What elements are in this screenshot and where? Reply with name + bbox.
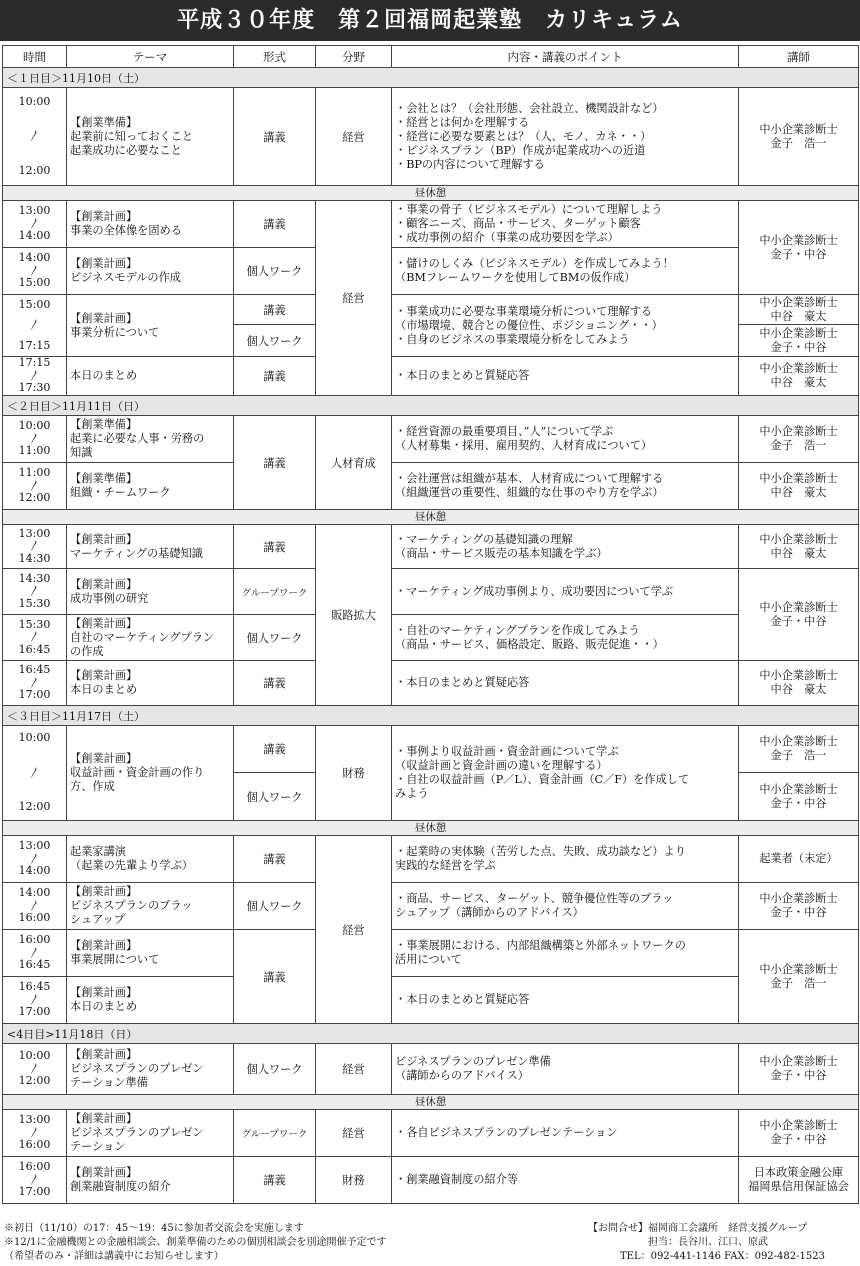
- table-row: 13:00 〳 14:30 【創業計画】 マーケティングの基礎知識 講義 販路拡大 ・マーケティングの基礎知識の理解 （商品・サービス販売の基本知識を学ぶ） 中小企業診断士 中谷 豪太: [3, 525, 859, 569]
- table-row: 13:00 〳 14:00 起業家講演 （起業の先輩より学ぶ） 講義 経営 ・起業時の実体験（苦労した点、失敗、成功談など）より 実践的な経営を学ぶ 起業者（未定）: [3, 836, 859, 883]
- content-cell: ・会社とは？（会社形態、会社設立、機関設計など） ・経営とは何かを理解する ・経営に必要な要素とは？（人、モノ、カネ・・） ・ビジネスプラン（BP）作成が起業成功への近道 ・BPの内容について理解する: [392, 88, 739, 186]
- day-header: ＜１日目＞11月10日（土）: [3, 68, 859, 88]
- table-row: 15:30 〳 16:45 【創業計画】 自社のマーケティングプラン の作成 個人ワーク ・自社のマーケティングプランを作成してみよう （商品・サービス、価格設定、販路、販売促進・・）: [3, 615, 859, 661]
- day-header: ＜２日目＞11月11日（日）: [3, 396, 859, 416]
- col-content: 内容・講義のポイント: [392, 46, 739, 68]
- table-row: 14:00 〳 16:00 【創業計画】 ビジネスプランのブラッ シュアップ 個人ワーク ・商品、サービス、ターゲット、競争優位性等のブラッ シュアップ（講師からのアドバイス） 中小企業診断士 金子・中谷: [3, 883, 859, 930]
- table-row: 11:00 〳 12:00 【創業準備】 組織・チームワーク ・会社運営は組織が基本、人材育成について理解する （組織運営の重要性、組織的な仕事のやり方を学ぶ） 中小企業診断士 中谷 豪太: [3, 463, 859, 510]
- table-row: 17:15 〳 17:30 本日のまとめ 講義 ・本日のまとめと質疑応答 中小企業診断士 中谷 豪太: [3, 357, 859, 396]
- col-theme: テーマ: [67, 46, 234, 68]
- table-row: 16:45 〳 17:00 【創業計画】 本日のまとめ 講義 ・本日のまとめと質疑応答 中小企業診断士 中谷 豪太: [3, 661, 859, 706]
- table-row: 14:30 〳 15:30 【創業計画】 成功事例の研究 グループワーク ・マーケティング成功事例より、成功要因について学ぶ 中小企業診断士 金子・中谷: [3, 569, 859, 615]
- header-row: [3, 46, 859, 68]
- col-time: 時間: [3, 46, 67, 68]
- lunch-break: 昼休憩: [3, 510, 859, 525]
- table-row: 10:00 〳 11:00 【創業準備】 起業に必要な人事・労務の 知識 講義 人材育成 ・経営資源の最重要項目、”人”について学ぶ （人材募集・採用、雇用契約、人材育成について） 中小企業診断士 金子 浩一: [3, 416, 859, 463]
- table-row: 10:00 〳 12:00 【創業準備】 起業前に知っておくこと 起業成功に必要なこと 講義 経営 ・会社とは？（会社形態、会社設立、機関設計など） ・経営とは何かを理解する ・経営に必要な要素とは？（人、モノ、カネ・・） ・ビジネスプラン（BP）作成が起業成功への近道 ・BPの内容について理解する 中小企業診断士 金子 浩一: [3, 88, 859, 186]
- table-row: 16:45 〳 17:00 【創業計画】 本日のまとめ ・本日のまとめと質疑応答: [3, 977, 859, 1024]
- curriculum-table: [2, 45, 859, 1204]
- contact-info: 【お問合せ】福岡商工会議所 経営支援グループ 担当：長谷川、江口、原武 TEL：092-441-1146 FAX：092-482-1523: [588, 1223, 825, 1262]
- table-row: 16:00 〳 16:45 【創業計画】 事業展開について 講義 ・事業展開における、内部組織構築と外部ネットワークの 活用について 中小企業診断士 金子 浩一: [3, 930, 859, 977]
- lunch-break: 昼休憩: [3, 186, 859, 201]
- table-row: 16:00 〳 17:00 【創業計画】 創業融資制度の紹介 講義 財務 ・創業融資制度の紹介等 日本政策金融公庫 福岡県信用保証協会: [3, 1157, 859, 1204]
- footer: [0, 1222, 860, 1266]
- table-row: 14:00 〳 15:00 【創業計画】 ビジネスモデルの作成 個人ワーク ・儲けのしくみ（ビジネスモデル）を作成してみよう！ （BMフレームワークを使用してBMの仮作成）: [3, 248, 859, 295]
- lunch-break: 昼休憩: [3, 1095, 859, 1110]
- day-header: ＜３日目＞11月17日（土）: [3, 706, 859, 726]
- table-row: 個人ワーク 中小企業診断士 金子・中谷: [3, 325, 859, 357]
- notes: ※初日（11/10）の17：45～19：45に参加者交流会を実施します ※12/1に金融機関との金融相談会、創業準備のための個別相談会を別途開催予定です （希望者のみ・詳細は講義中にお知らせします）: [4, 1223, 387, 1262]
- page-title: 平成３０年度 第２回福岡起業塾 カリキュラム: [0, 0, 860, 41]
- table-row: 13:00 〳 14:00 【創業計画】 事業の全体像を固める 講義 経営 ・事業の骨子（ビジネスモデル）について理解しよう ・顧客ニーズ、商品・サービス、ターゲット顧客 ・成功事例の紹介（事業の成功要因を学ぶ） 中小企業診断士 金子・中谷: [3, 201, 859, 248]
- lecturer-cell: 中小企業診断士 金子 浩一: [739, 88, 859, 186]
- theme-cell: 【創業準備】 起業前に知っておくこと 起業成功に必要なこと: [67, 88, 234, 186]
- col-field: 分野: [316, 46, 392, 68]
- table-row: 個人ワーク 中小企業診断士 金子・中谷: [3, 773, 859, 821]
- day-header: <4日目>11月18日（日）: [3, 1024, 859, 1044]
- table-row: 15:00 〳 17:15 【創業計画】 事業分析について 講義 ・事業成功に必要な事業環境分析について理解する （市場環境、競合との優位性、ポジショニング・・） ・自身のビジネスの事業環境分析をしてみよう 中小企業診断士 中谷 豪太: [3, 295, 859, 325]
- lunch-break: 昼休憩: [3, 821, 859, 836]
- table-row: 10:00 〳 12:00 【創業計画】 ビジネスプランのプレゼン テーション準備 個人ワーク 経営 ビジネスプランのプレゼン準備 （講師からのアドバイス） 中小企業診断士 金子・中谷: [3, 1044, 859, 1095]
- table-row: 13:00 〳 16:00 【創業計画】 ビジネスプランのプレゼン テーション グループワーク 経営 ・各自ビジネスプランのプレゼンテーション 中小企業診断士 金子・中谷: [3, 1110, 859, 1157]
- table-row: 10:00 〳 12:00 【創業計画】 収益計画・資金計画の作り 方、作成 講義 財務 ・事例より収益計画・資金計画について学ぶ （収益計画と資金計画の違いを理解する） ・自社の収益計画（P／L）、資金計画（C／F）を作成して みよう 中小企業診断士 金子 浩一: [3, 726, 859, 773]
- col-lecturer: 講師: [739, 46, 859, 68]
- col-format: 形式: [234, 46, 316, 68]
